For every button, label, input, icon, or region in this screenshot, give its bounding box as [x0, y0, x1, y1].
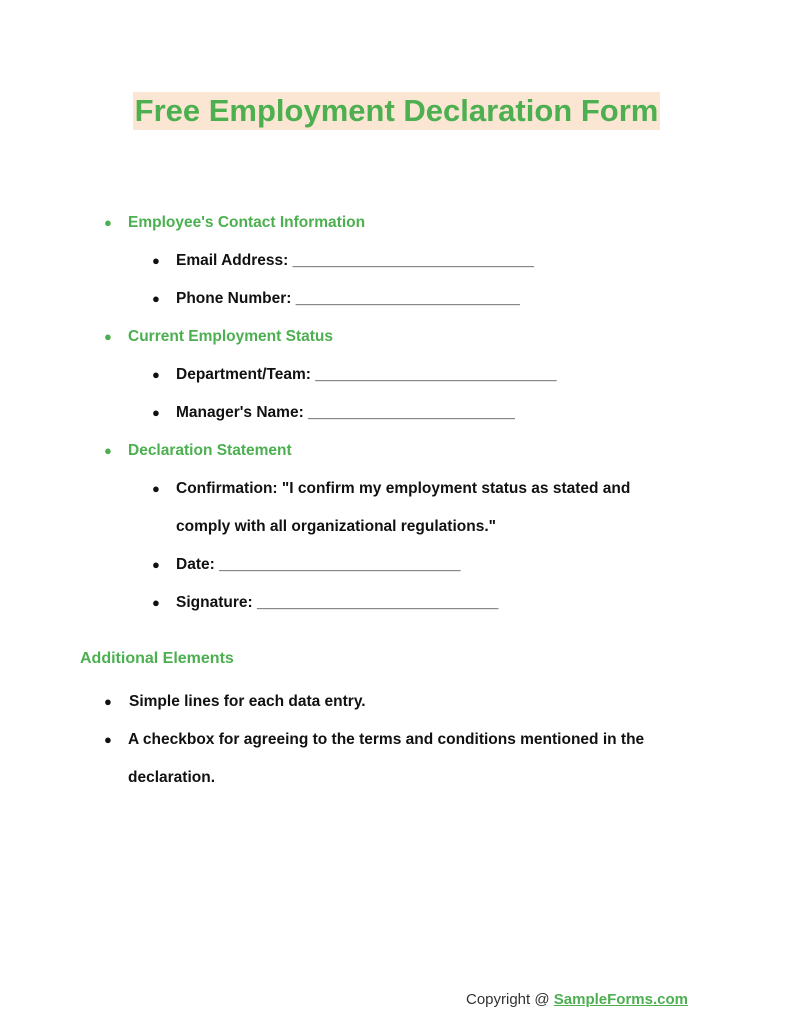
page-title: Free Employment Declaration Form	[134, 93, 659, 128]
additional-elements-heading: Additional Elements	[80, 650, 234, 667]
footer-copyright: Copyright @	[466, 991, 550, 1008]
bullet-icon: ●	[104, 215, 112, 230]
additional-item-checkbox-line-1: A checkbox for agreeing to the terms and conditions mentioned in the	[128, 731, 645, 748]
bullet-icon: ●	[152, 405, 160, 420]
field-email[interactable]: Email Address: ____________________________	[176, 252, 534, 269]
bullet-icon: ●	[104, 732, 112, 747]
bullet-icon: ●	[152, 291, 160, 306]
additional-item-lines: Simple lines for each data entry.	[129, 693, 366, 710]
field-signature[interactable]: Signature: ____________________________	[176, 594, 499, 611]
bullet-icon: ●	[152, 367, 160, 382]
confirmation-line-1: Confirmation: "I confirm my employment status as stated and	[176, 480, 631, 497]
field-phone[interactable]: Phone Number: __________________________	[176, 290, 520, 307]
section-heading-employment: Current Employment Status	[128, 328, 333, 345]
footer	[466, 991, 688, 1008]
field-date[interactable]: Date: ____________________________	[176, 556, 461, 573]
bullet-icon: ●	[104, 443, 112, 458]
confirmation-line-2: comply with all organizational regulations."	[176, 518, 496, 535]
section-heading-contact: Employee's Contact Information	[128, 214, 366, 231]
section-heading-declaration: Declaration Statement	[128, 442, 292, 459]
title-container	[0, 92, 793, 130]
bullet-icon: ●	[152, 253, 160, 268]
footer-brand-link[interactable]: SampleForms.com	[553, 991, 688, 1008]
bullet-icon: ●	[104, 329, 112, 344]
bullet-icon: ●	[152, 595, 160, 610]
additional-item-checkbox-line-2: declaration.	[128, 769, 215, 786]
bullet-icon: ●	[104, 694, 112, 709]
bullet-icon: ●	[152, 481, 160, 496]
field-manager[interactable]: Manager's Name: ________________________	[176, 404, 515, 421]
field-department[interactable]: Department/Team: ____________________________	[176, 366, 557, 383]
bullet-icon: ●	[152, 557, 160, 572]
